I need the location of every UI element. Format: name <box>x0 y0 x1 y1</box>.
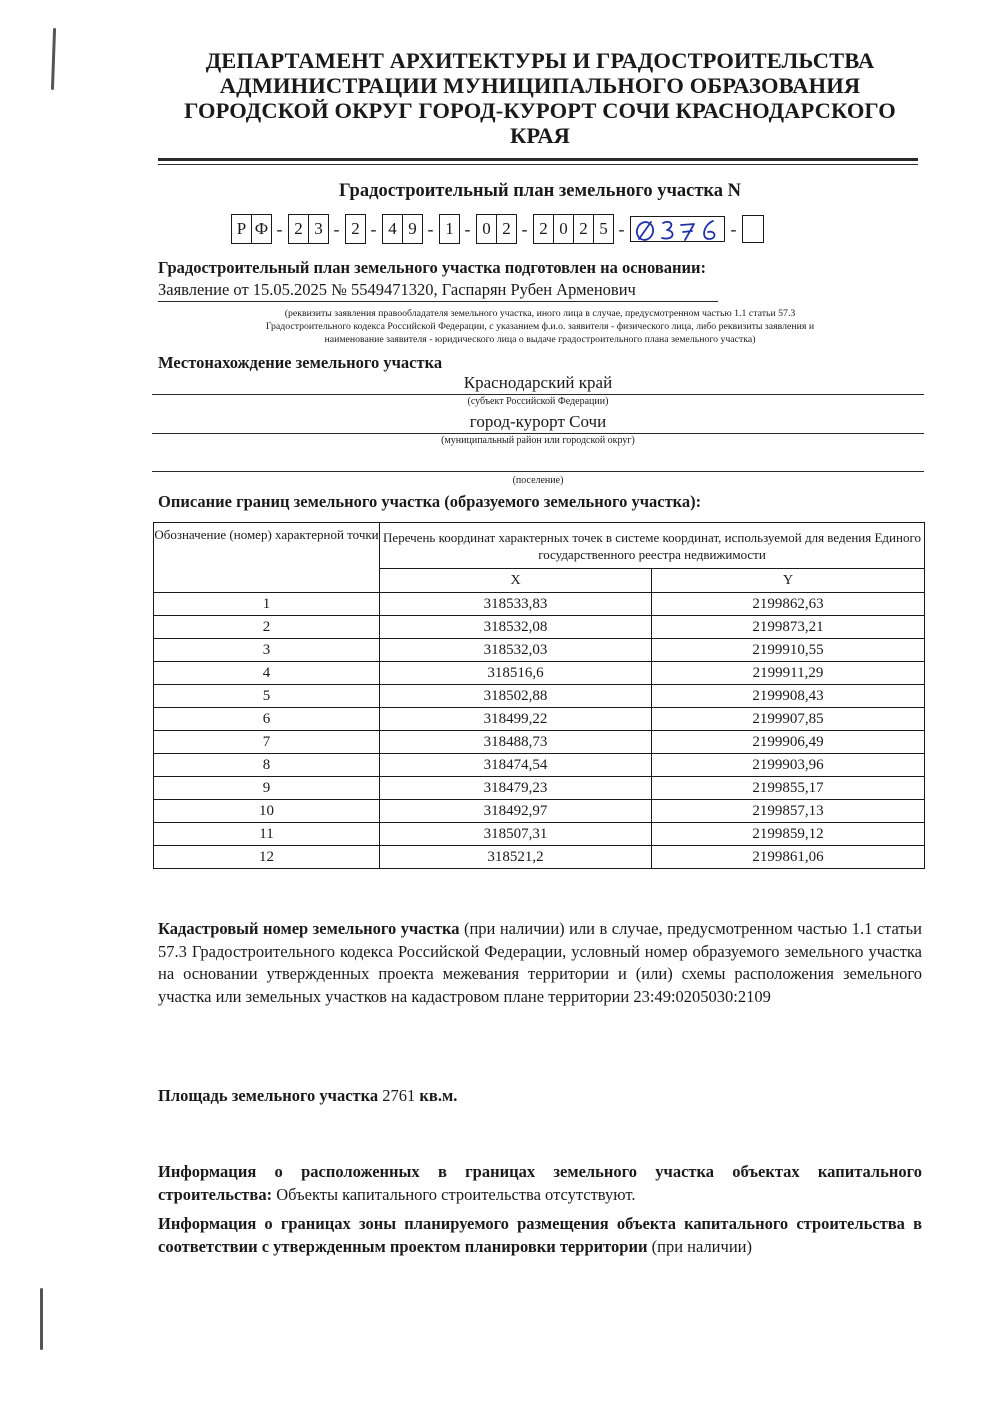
coord-x: 318516,6 <box>380 662 652 685</box>
basis-note-line: Градостроительного кодекса Российской Федерации, с указанием ф.и.о. заявителя - физического лица, либо реквизиты заявления и <box>265 321 815 332</box>
point-number: 12 <box>154 846 380 869</box>
coord-x: 318521,2 <box>380 846 652 869</box>
number-cell: 2 <box>496 214 517 244</box>
point-number: 9 <box>154 777 380 800</box>
number-cell: 0 <box>476 214 497 244</box>
number-separator: - <box>464 219 471 239</box>
header-line-1: ДЕПАРТАМЕНТ АРХИТЕКТУРЫ И ГРАДОСТРОИТЕЛЬСТВА <box>205 48 875 73</box>
coord-y: 2199862,63 <box>652 593 925 616</box>
point-number: 5 <box>154 685 380 708</box>
table-row <box>154 754 925 777</box>
point-number: 3 <box>154 639 380 662</box>
col-point-header: Обозначение (номер) характерной точки <box>154 523 380 593</box>
header-line-3: ГОРОДСКОЙ ОКРУГ ГОРОД-КУРОРТ СОЧИ КРАСНОДАРСКОГО <box>184 98 896 123</box>
district-underline <box>152 433 924 434</box>
table-row <box>154 639 925 662</box>
coord-y: 2199903,96 <box>652 754 925 777</box>
coord-x: 318532,08 <box>380 616 652 639</box>
point-number: 7 <box>154 731 380 754</box>
coord-y: 2199861,06 <box>652 846 925 869</box>
point-number: 1 <box>154 593 380 616</box>
number-group-4 <box>382 214 422 244</box>
basis-underline <box>158 301 718 302</box>
number-group-5 <box>439 214 459 244</box>
number-cell: 2 <box>533 214 554 244</box>
basis-note-line: наименование заявителя - юридического лица о выдаче градостроительного плана земельного участка) <box>324 334 756 345</box>
scan-mark-top-left <box>51 28 56 90</box>
zone-suffix: (при наличии) <box>651 1236 752 1256</box>
location-label: Местонахождение земельного участка <box>158 353 443 372</box>
objects-paragraph <box>158 1161 922 1206</box>
header-rule-thin <box>158 164 918 165</box>
table-row <box>154 777 925 800</box>
coord-x: 318532,03 <box>380 639 652 662</box>
number-separator: - <box>521 219 528 239</box>
coord-x: 318479,23 <box>380 777 652 800</box>
number-cell: Ф <box>251 214 272 244</box>
district-value: город-курорт Сочи <box>469 412 607 431</box>
coord-x: 318488,73 <box>380 731 652 754</box>
table-row <box>154 685 925 708</box>
number-cell: 3 <box>308 214 329 244</box>
number-cell: 9 <box>402 214 423 244</box>
number-group-2 <box>288 214 328 244</box>
number-cell: 2 <box>345 214 366 244</box>
col-x-header: X <box>380 569 652 593</box>
basis-note <box>150 307 930 346</box>
basis-label: Градостроительный план земельного участка подготовлен на основании: <box>158 258 707 277</box>
point-number: 2 <box>154 616 380 639</box>
basis-note-line: (реквизиты заявления правообладателя земельного участка, иного лица в случае, предусмотренном частью 1.1 статьи 57.3 <box>284 308 796 319</box>
zone-label: Информация о границах зоны планируемого размещения объекта капитального строительства в соответствии с утвержденным проектом планировки территории <box>158 1214 922 1256</box>
subject-value: Краснодарский край <box>463 373 613 392</box>
table-row <box>154 593 925 616</box>
coord-x: 318502,88 <box>380 685 652 708</box>
area-paragraph <box>158 1085 922 1108</box>
number-cell: 5 <box>593 214 614 244</box>
subject-caption: (субъект Российской Федерации) <box>467 396 609 407</box>
number-group-7 <box>533 214 613 244</box>
zone-paragraph <box>158 1213 922 1258</box>
boundaries-label: Описание границ земельного участка (образуемого земельного участка): <box>158 492 702 511</box>
district-caption: (муниципальный район или городской округ) <box>441 435 635 446</box>
coord-x: 318499,22 <box>380 708 652 731</box>
table-row <box>154 846 925 869</box>
plan-number <box>231 214 764 244</box>
coord-x: 318492,97 <box>380 800 652 823</box>
settlement-caption: (поселение) <box>512 475 564 486</box>
cadastral-text: (при наличии) или в случае, предусмотренном частью 1.1 статьи 57.3 Градостроительного кодекса Российской Федерации, условный номер образуемого земельного участка на основании утвержденных проекта межевания территории и (или) схемы расположения земельного участка или земельных участков на кадастровом плане территории <box>158 919 922 1006</box>
cadastral-label: Кадастровый номер земельного участка <box>158 919 460 938</box>
number-separator: - <box>333 219 340 239</box>
point-number: 6 <box>154 708 380 731</box>
coordinates-table <box>153 522 925 869</box>
coord-y: 2199911,29 <box>652 662 925 685</box>
number-cell: 2 <box>288 214 309 244</box>
number-separator: - <box>370 219 377 239</box>
coord-y: 2199907,85 <box>652 708 925 731</box>
number-cell: Р <box>231 214 252 244</box>
handwritten-number-drawing <box>631 217 726 243</box>
point-number: 4 <box>154 662 380 685</box>
plan-title: Градостроительный план земельного участка N <box>338 181 742 201</box>
area-value: 2761 <box>382 1086 416 1105</box>
coord-y: 2199908,43 <box>652 685 925 708</box>
handwritten-number <box>630 216 725 242</box>
basis-value: Заявление от 15.05.2025 № 5549471320, Гаспарян Рубен Арменович <box>158 280 636 299</box>
area-unit: кв.м. <box>419 1086 458 1105</box>
cadastral-number: 23:49:0205030:2109 <box>633 986 771 1006</box>
number-cell: 0 <box>553 214 574 244</box>
header-rule-thick <box>158 158 918 161</box>
scan-mark-bottom-left <box>40 1288 43 1350</box>
coord-y: 2199910,55 <box>652 639 925 662</box>
objects-value: Объекты капитального строительства отсутствуют. <box>276 1184 636 1204</box>
point-number: 8 <box>154 754 380 777</box>
cadastral-paragraph <box>158 918 922 1008</box>
header-line-4: КРАЯ <box>509 123 571 148</box>
table-row <box>154 800 925 823</box>
subject-underline <box>152 394 924 395</box>
col-y-header: Y <box>652 569 925 593</box>
objects-label: Информация о расположенных в границах земельного участка объектах капитального строительства: <box>158 1162 922 1204</box>
settlement-underline <box>152 471 924 472</box>
number-separator: - <box>276 219 283 239</box>
table-row <box>154 731 925 754</box>
number-separator: - <box>618 219 625 239</box>
number-cell: 4 <box>382 214 403 244</box>
coord-y: 2199857,13 <box>652 800 925 823</box>
number-group-1 <box>231 214 271 244</box>
point-number: 10 <box>154 800 380 823</box>
table-row <box>154 823 925 846</box>
number-cell: 1 <box>439 214 460 244</box>
header-line-2: АДМИНИСТРАЦИИ МУНИЦИПАЛЬНОГО ОБРАЗОВАНИЯ <box>219 73 861 98</box>
coord-x: 318474,54 <box>380 754 652 777</box>
number-separator: - <box>730 219 737 239</box>
area-label: Площадь земельного участка <box>158 1086 379 1105</box>
department-header <box>150 48 930 148</box>
table-row <box>154 662 925 685</box>
col-coords-header: Перечень координат характерных точек в системе координат, используемой для ведения Единого государственного реестра недвижимости <box>380 523 925 569</box>
table-row <box>154 616 925 639</box>
table-row <box>154 708 925 731</box>
coordinates-body <box>154 593 925 869</box>
coord-y: 2199906,49 <box>652 731 925 754</box>
coord-y: 2199859,12 <box>652 823 925 846</box>
coord-x: 318507,31 <box>380 823 652 846</box>
coord-y: 2199873,21 <box>652 616 925 639</box>
number-group-3 <box>345 214 365 244</box>
number-group-6 <box>476 214 516 244</box>
coord-x: 318533,83 <box>380 593 652 616</box>
number-separator: - <box>427 219 434 239</box>
number-cell: 2 <box>573 214 594 244</box>
number-cell-empty <box>742 215 764 243</box>
coord-y: 2199855,17 <box>652 777 925 800</box>
point-number: 11 <box>154 823 380 846</box>
